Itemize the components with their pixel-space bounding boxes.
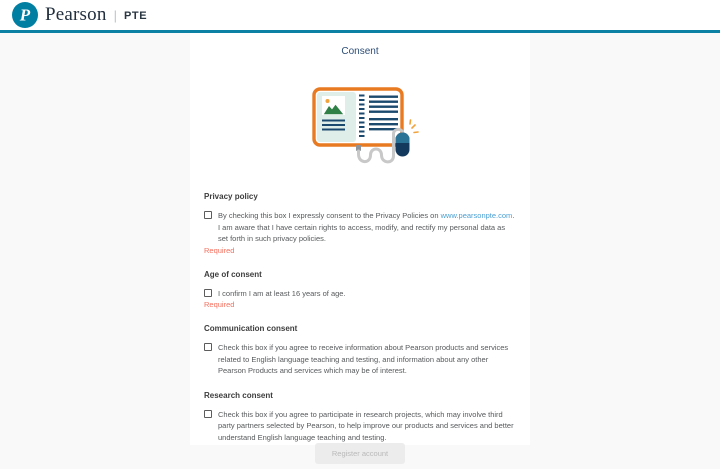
privacy-policy-heading: Privacy policy — [204, 192, 258, 201]
privacy-policy-checkbox[interactable] — [204, 211, 212, 219]
research-consent-heading: Research consent — [204, 390, 273, 400]
register-account-button[interactable]: Register account — [315, 443, 405, 464]
age-of-consent-label: I confirm I am at least 16 years of age. — [218, 288, 346, 298]
page-background — [0, 33, 720, 458]
pearsonpte-link[interactable]: www.pearsonpte.com — [440, 211, 513, 220]
pearson-pte-logo — [12, 2, 147, 28]
communication-consent-heading: Communication consent — [204, 324, 298, 333]
age-required-label: Required — [204, 300, 235, 309]
privacy-policy-label: By checking this box I expressly consent to the Privacy Policies on www.pearsonpte.com. I am aware that I have certain rights to access, modify, and rectify my personal data as set forth in such privacy policies. — [218, 211, 515, 243]
brand-divider: | — [113, 7, 117, 23]
brand-name: Pearson — [45, 4, 107, 25]
research-consent-label: Check this box if you agree to participate in research projects, which may involve third party partners selected by Pearson, to help improve our products and services and better understand English language teaching and testing. — [218, 409, 514, 442]
age-of-consent-checkbox[interactable] — [204, 289, 212, 297]
privacy-required-label: Required — [204, 245, 235, 255]
page-title: Consent — [341, 46, 379, 57]
communication-consent-label: Check this box if you agree to receive information about Pearson products and services related to English language teaching and testing, and information about any other Pearson Products and services which may be of interest. — [218, 343, 509, 375]
consent-panel — [190, 33, 530, 458]
brand-product: PTE — [123, 10, 148, 22]
svg-text:P: P — [19, 5, 31, 25]
age-of-consent-row — [204, 288, 516, 300]
pearson-logo-icon — [12, 2, 38, 28]
app-header — [0, 0, 720, 33]
form-actions — [204, 443, 516, 469]
age-of-consent-heading: Age of consent — [204, 269, 262, 279]
privacy-policy-row — [204, 210, 516, 245]
research-consent-checkbox[interactable] — [204, 410, 212, 418]
document-card-and-mouse-icon — [304, 84, 426, 170]
communication-consent-row — [204, 342, 516, 377]
research-consent-row — [204, 409, 516, 444]
communication-consent-checkbox[interactable] — [204, 343, 212, 351]
consent-illustration — [204, 84, 516, 175]
